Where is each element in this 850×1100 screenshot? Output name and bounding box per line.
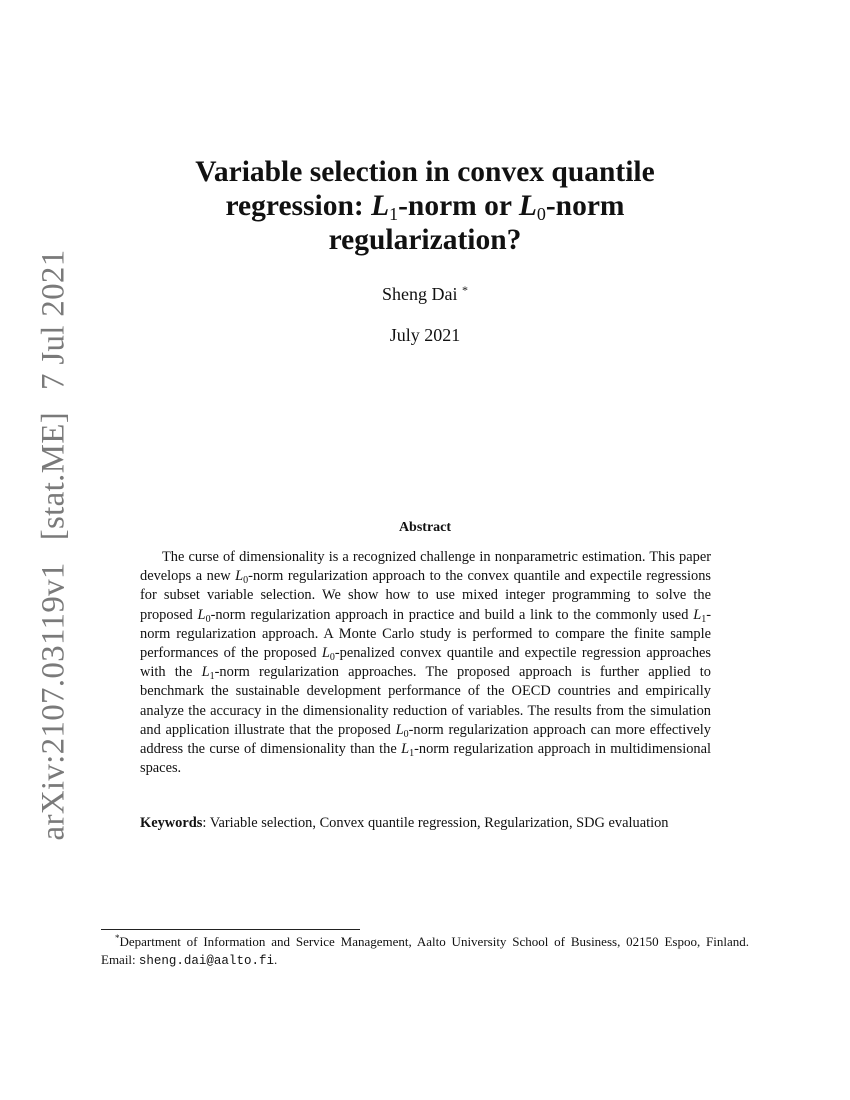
arxiv-category: [stat.ME] <box>35 412 72 541</box>
footnote-mark: * <box>115 933 120 943</box>
abstract-text: -norm regularization approach in practice and build a link to the commonly used <box>210 606 694 623</box>
subscript-one: 1 <box>209 671 215 683</box>
author-affiliation-footnote <box>101 933 749 970</box>
arxiv-id: arXiv:2107.03119v1 <box>35 562 72 841</box>
subscript-zero: 0 <box>243 575 249 587</box>
arxiv-date: 7 Jul 2021 <box>35 249 72 391</box>
title-line-3: regularization? <box>328 224 522 256</box>
subscript-zero: 0 <box>205 613 211 625</box>
title-text: -norm or <box>398 190 519 222</box>
subscript-one: 1 <box>389 204 399 224</box>
subscript-zero: 0 <box>536 204 546 224</box>
subscript-one: 1 <box>701 613 707 625</box>
author-footnote-mark: * <box>462 283 468 297</box>
l-norm-symbol: L <box>201 664 210 681</box>
author-email: sheng.dai@aalto.fi <box>138 954 274 968</box>
l-norm-symbol: L <box>518 190 537 222</box>
abstract-text: -norm regularization approach to the convex quantile and expectile regressions for subset variable selection. We show how to use mixed integer programming to solve the proposed <box>140 568 711 623</box>
keywords <box>140 814 711 833</box>
publication-date: July 2021 <box>389 325 461 345</box>
keywords-text: : Variable selection, Convex quantile regression, Regularization, SDG evaluation <box>202 815 669 831</box>
abstract-text: -norm regularization approach can more effectively address the curse of dimensionality than the <box>140 721 711 758</box>
footnote-end: . <box>273 952 278 967</box>
paper-title <box>140 155 710 257</box>
l-norm-symbol: L <box>395 721 404 738</box>
l-norm-symbol: L <box>197 606 206 623</box>
l-norm-symbol: L <box>235 568 244 585</box>
subscript-zero: 0 <box>403 728 409 740</box>
abstract-text: -norm regularization approach in multidimensional spaces. <box>140 741 711 777</box>
author <box>0 284 850 305</box>
author-name: Sheng Dai <box>382 284 458 304</box>
abstract-text: -norm regularization approach. A Monte Carlo study is performed to compare the finite sample performances of the proposed <box>140 606 711 662</box>
footnote-text: Department of Information and Service Management, Aalto University School of Business, 02150 Espoo, Finland. Email: <box>101 934 749 967</box>
l-norm-symbol: L <box>401 741 410 758</box>
subscript-one: 1 <box>409 748 415 760</box>
abstract-text: The curse of dimensionality is a recognized challenge in nonparametric estimation. This paper develops a new <box>140 549 711 585</box>
title-line-2 <box>140 189 710 223</box>
subscript-zero: 0 <box>329 652 335 664</box>
abstract-body <box>140 548 711 778</box>
abstract-heading: Abstract <box>398 520 452 535</box>
l-norm-symbol: L <box>693 606 702 623</box>
abstract-text: -norm regularization approaches. The proposed approach is further applied to benchmark the sustainable development performance of the OECD countries and empirically analyze the accuracy in the dimensionality reduction of variables. The results from the simulation and application illustrate that the proposed <box>140 664 711 738</box>
l-norm-symbol: L <box>371 190 390 222</box>
footnote-divider <box>101 929 360 930</box>
title-line-1: Variable selection in convex quantile <box>195 156 655 188</box>
title-text: regression: <box>225 190 372 222</box>
title-text: -norm <box>545 190 625 222</box>
l-norm-symbol: L <box>321 645 330 662</box>
abstract-text: -penalized convex quantile and expectile regression approaches with the <box>140 645 711 681</box>
keywords-label: Keywords <box>140 815 203 831</box>
